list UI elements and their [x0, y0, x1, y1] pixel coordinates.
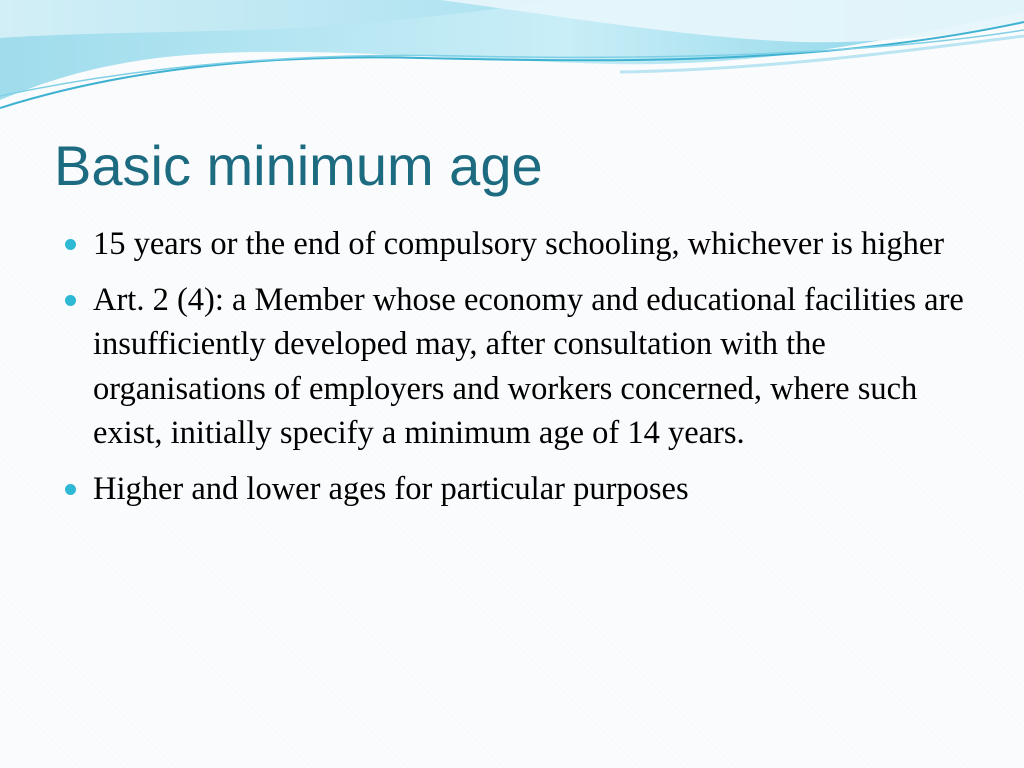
list-item	[64, 222, 974, 267]
bullet-icon	[65, 295, 76, 306]
bullet-icon	[65, 484, 76, 495]
bullet-icon	[65, 239, 76, 250]
bullet-text: 15 years or the end of compulsory schooling, whichever is higher	[93, 226, 945, 262]
slide-title: Basic minimum age	[54, 134, 543, 197]
list-item	[64, 278, 974, 456]
bullet-text: Art. 2 (4): a Member whose economy and educational facilities are insufficiently developed may, after consultation with the organisations of employers and workers concerned, where such exist, initially specify a minimum age of 14 years.	[93, 281, 964, 451]
wave-header-decoration	[0, 0, 1024, 120]
bullet-list	[64, 222, 974, 522]
bullet-text: Higher and lower ages for particular purposes	[93, 470, 689, 507]
list-item	[64, 467, 974, 512]
